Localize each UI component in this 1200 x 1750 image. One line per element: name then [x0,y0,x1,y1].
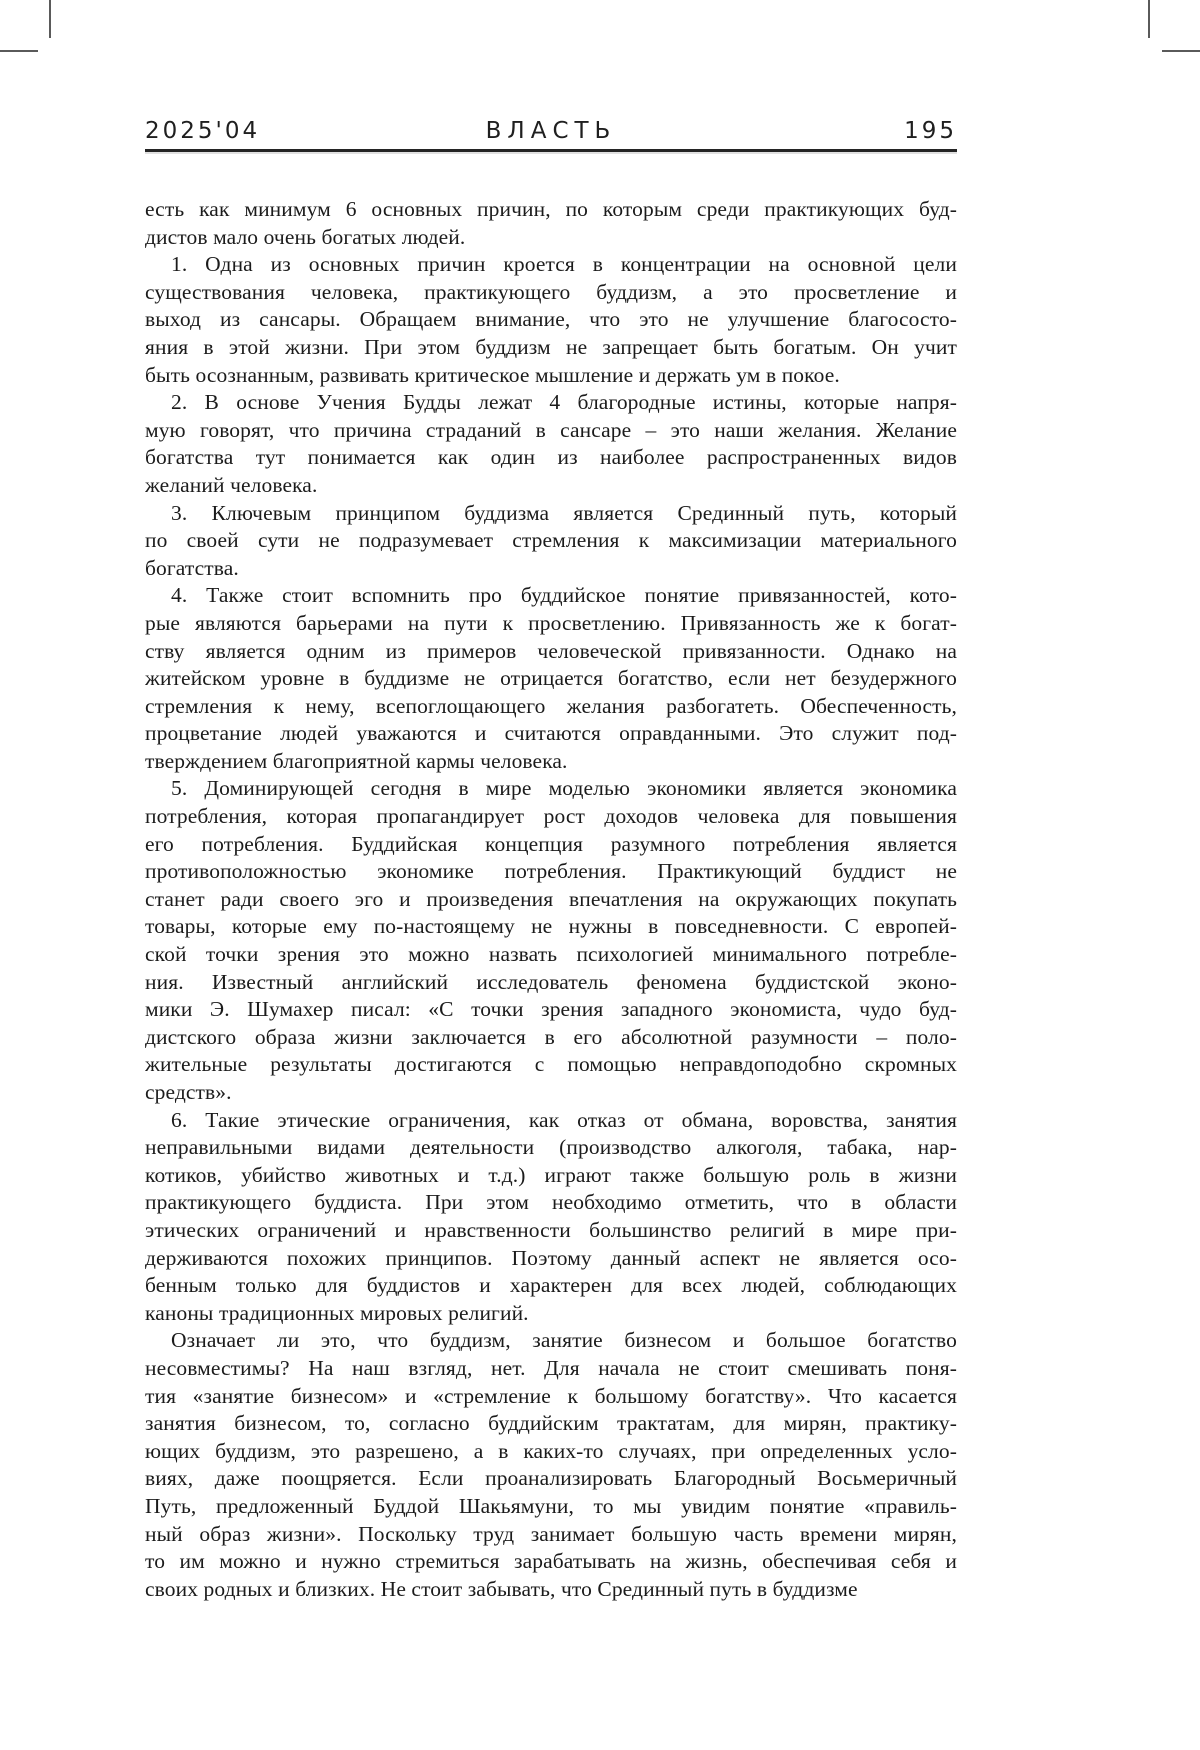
text-line: ющих буддизм, это разрешено, а в каких-то случаях, при определенных усло- [145,1438,957,1463]
text-line: богатства тут понимается как один из наиболее распространенных видов [145,445,957,470]
text-line: средств». [145,1080,232,1104]
text-line: яния в этой жизни. При этом буддизм не запрещает быть богатым. Он учит [145,334,957,359]
text-line: своих родных и близких. Не стоит забывать, что Срединный путь в буддизме [145,1576,858,1601]
text-line: 4. Также стоит вспомнить про буддийское понятие привязанностей, кото- [171,583,957,608]
text-line: 1. Одна из основных причин кроется в концентрации на основной цели [171,252,957,277]
text-line: процветание людей уважаются и считаются оправданными. Это служит под- [145,721,957,746]
text-line: 5. Доминирующей сегодня в мире моделью экономики является экономика [171,776,957,801]
text-line: тия «занятие бизнесом» и «стремление к большому богатству». Что касается [145,1383,957,1408]
crop-mark-top-right-vertical [1148,0,1150,38]
text-line: товары, которые ему по-настоящему не нужны в повседневности. С европей- [145,914,957,939]
page-number: 195 [904,118,957,144]
text-line: этических ограничений и нравственности большинство религий в мире при- [145,1217,957,1242]
text-line: ния. Известный английский исследователь феномена буддистской эконо- [145,969,957,994]
paragraph [145,500,957,583]
crop-mark-top-left-vertical [49,0,51,38]
article-body [145,196,957,1603]
running-head [145,118,957,144]
paragraph [145,1107,957,1328]
crop-mark-top-right-horizontal [1162,50,1200,52]
text-line: ству является одним из примеров человеческой привязанности. Однако на [145,638,957,663]
text-line: стремления к нему, всепоглощающего желания разбогатеть. Обеспеченность, [145,693,957,718]
text-line: мики Э. Шумахер писал: «С точки зрения западного экономиста, чудо буд- [145,997,957,1022]
text-line: есть как минимум 6 основных причин, по которым среди практикующих буд- [145,197,957,221]
text-line: житейском уровне в буддизме не отрицается богатство, если нет безудержного [145,666,957,691]
paragraph [145,582,957,775]
header-rule [145,149,957,152]
text-line: потребления, которая пропагандирует рост доходов человека для повышения [145,804,957,829]
paragraph [145,1327,957,1603]
text-line: то им можно и нужно стремиться зарабатывать на жизнь, обеспечивая себя и [145,1549,957,1574]
text-line: держиваются похожих принципов. Поэтому данный аспект не является осо- [145,1245,957,1270]
text-line: котиков, убийство животных и т.д.) играют также большую роль в жизни [145,1162,957,1187]
paragraph [145,775,957,1106]
text-line: противоположностью экономике потребления. Практикующий буддист не [145,859,957,884]
text-line: по своей сути не подразумевает стремления к максимизации материального [145,528,957,553]
paragraph [145,196,957,251]
text-line: 6. Такие этические ограничения, как отказ от обмана, воровства, занятия [171,1107,957,1132]
text-line: мую говорят, что причина страданий в сансаре – это наши желания. Желание [145,417,957,442]
text-line: виях, даже поощряется. Если проанализировать Благородный Восьмеричный [145,1466,957,1491]
text-line: рые являются барьерами на пути к просветлению. Привязанность же к богат- [145,610,957,635]
text-line: выход из сансары. Обращаем внимание, что это не улучшение благососто- [145,307,957,332]
text-line: тверждением благоприятной кармы человека. [145,748,568,773]
crop-mark-top-left-horizontal [0,50,38,52]
issue-label: 2025'04 [145,118,261,144]
text-line: дистского образа жизни заключается в его абсолютной разумности – поло- [145,1024,957,1049]
text-line: его потребления. Буддийская концепция разумного потребления является [145,831,957,856]
text-line: дистов мало очень богатых людей. [145,224,466,249]
text-line: Означает ли это, что буддизм, занятие бизнесом и большое богатство [171,1328,957,1353]
text-line: ный образ жизни». Поскольку труд занимает большую часть времени мирян, [145,1521,957,1546]
text-line: 3. Ключевым принципом буддизма является Срединный путь, который [171,500,957,525]
text-line: Путь, предложенный Буддой Шакьямуни, то мы увидим понятие «правиль- [145,1493,957,1518]
text-line: богатства. [145,555,239,580]
paragraph [145,389,957,499]
text-line: жительные результаты достигаются с помощью неправдоподобно скромных [145,1052,957,1077]
text-line: каноны традиционных мировых религий. [145,1300,529,1325]
text-line: желаний человека. [145,472,318,497]
text-line: бенным только для буддистов и характерен для всех людей, соблюдающих [145,1273,957,1298]
text-line: быть осознанным, развивать критическое мышление и держать ум в покое. [145,362,840,387]
text-line: практикующего буддиста. При этом необходимо отметить, что в области [145,1190,957,1215]
paragraph [145,251,957,389]
text-line: 2. В основе Учения Будды лежат 4 благородные истины, которые напря- [171,390,957,415]
text-line: занятия бизнесом, то, согласно буддийским трактатам, для мирян, практику- [145,1411,957,1436]
journal-title: ВЛАСТЬ [485,118,617,144]
text-line: неправильными видами деятельности (производство алкоголя, табака, нар- [145,1135,957,1160]
text-line: существования человека, практикующего буддизм, а это просветление и [145,279,957,304]
text-line: станет ради своего эго и произведения впечатления на окружающих покупать [145,886,957,911]
text-line: несовместимы? На наш взгляд, нет. Для начала не стоит смешивать поня- [145,1355,957,1380]
text-line: ской точки зрения это можно назвать психологией минимального потребле- [145,942,957,967]
